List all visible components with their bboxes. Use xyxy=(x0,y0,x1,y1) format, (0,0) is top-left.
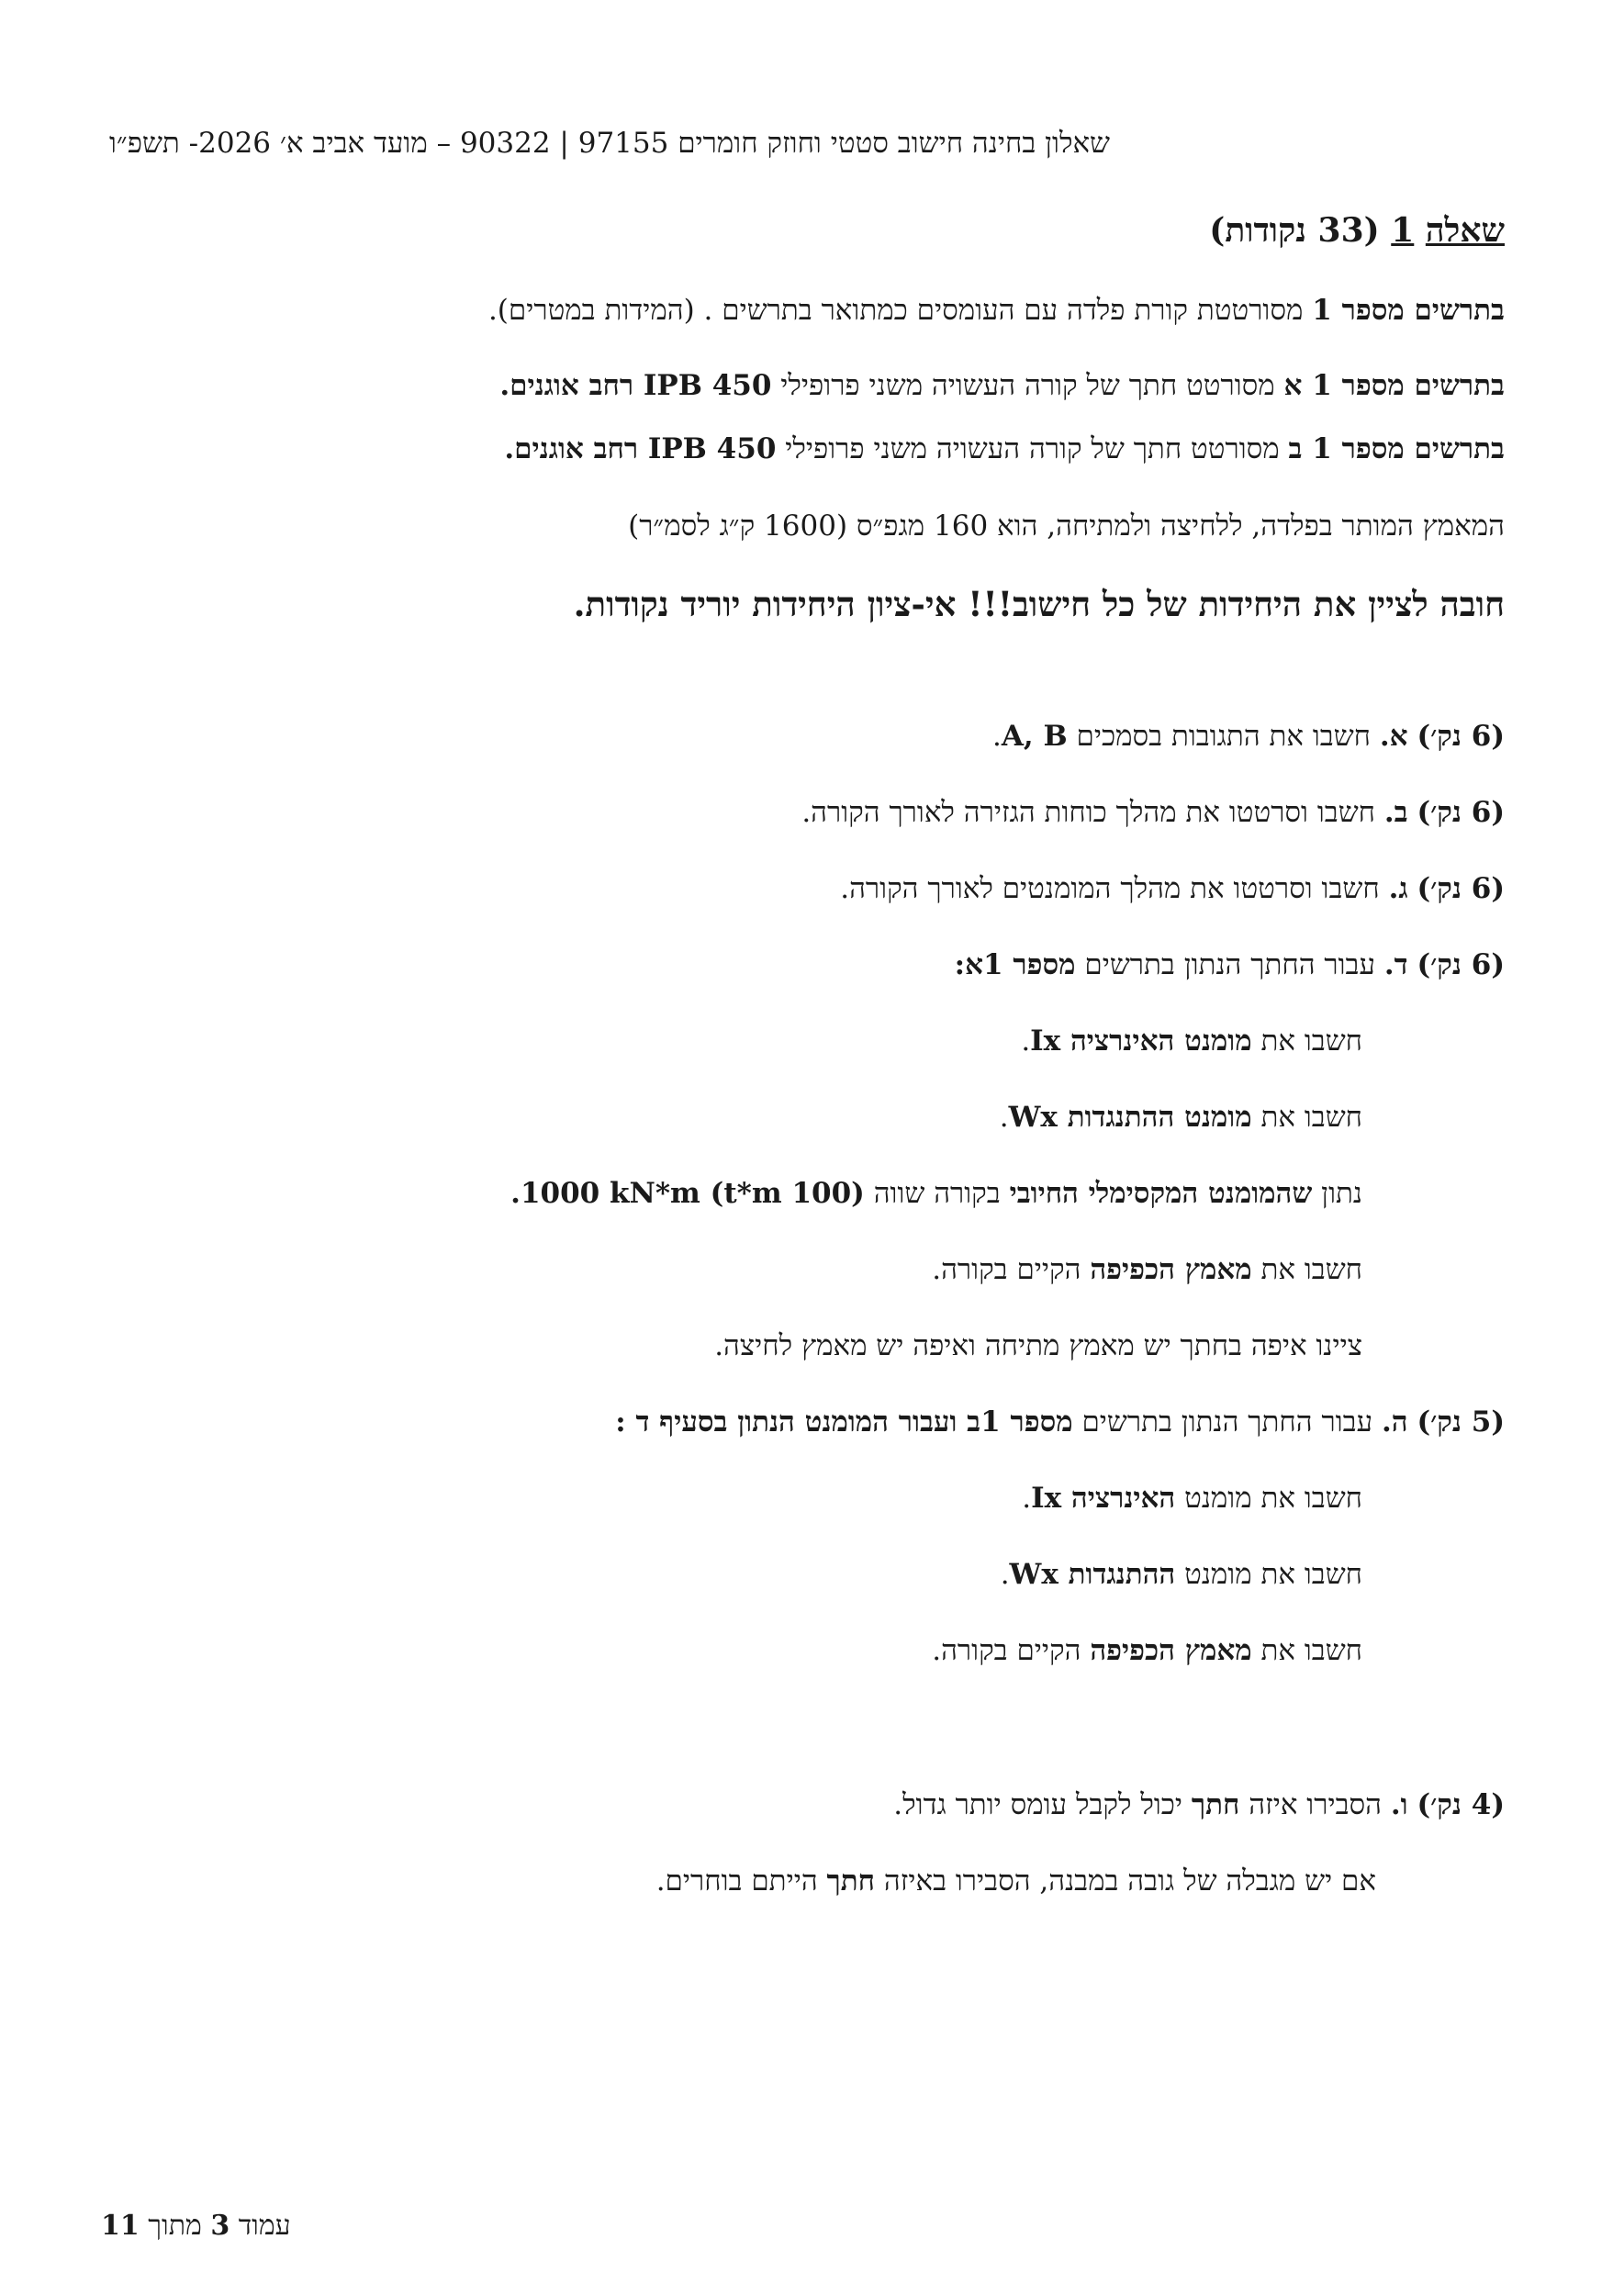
item-a xyxy=(992,720,1505,753)
item-letter: ב. xyxy=(1383,796,1408,829)
sub-bold: מומנט האינרציה Ix xyxy=(1030,1024,1252,1058)
item-f-line-2 xyxy=(656,1864,1376,1898)
item-d xyxy=(955,948,1505,981)
sub-tail: . xyxy=(1000,1558,1010,1591)
intro-bold: בתרשים מספר 1 xyxy=(1312,294,1505,327)
item-d-sub-1 xyxy=(1021,1024,1362,1058)
item-d-sub-3 xyxy=(510,1177,1362,1210)
sub-text: חשבו את xyxy=(1251,1253,1362,1286)
sub-text: אם יש מגבלה של גובה במבנה, הסבירו באיזה xyxy=(875,1864,1376,1898)
item-letter: א. xyxy=(1379,720,1408,753)
sub-tail: הקיים בקורה. xyxy=(932,1634,1091,1667)
item-e-sub-2 xyxy=(1001,1558,1362,1591)
intro-text: מסורטט חתך של קורה העשויה משני פרופילי xyxy=(776,432,1289,465)
intro-text: מסורטטת קורת פלדה עם העומסים כמתואר בתרשים . (המידות במטרים). xyxy=(487,294,1313,327)
footer-total-pages: 11 xyxy=(101,2210,140,2242)
sub-text: חשבו את xyxy=(1251,1024,1362,1058)
footer-text: עמוד xyxy=(230,2210,291,2242)
item-letter: ג. xyxy=(1388,872,1408,905)
item-d-sub-5 xyxy=(714,1329,1362,1362)
sub-tail: . xyxy=(999,1101,1009,1134)
intro-text: המאמץ המותר בפלדה, ללחיצה ולמתיחה, הוא 160 מגפ״ס (1600 ק״ג לסמ״ר) xyxy=(628,509,1505,543)
item-e xyxy=(615,1405,1505,1439)
sub-tail: . xyxy=(1022,1482,1032,1515)
question-points: (33 נקודות) xyxy=(1209,211,1380,250)
item-points: (6 נק׳) xyxy=(1417,872,1505,905)
item-e-sub-1 xyxy=(1022,1482,1362,1515)
item-points: (6 נק׳) xyxy=(1417,720,1505,753)
units-warning: חובה לציין את היחידות של כל חישוב!!! אי-ציון היחידות יוריד נקודות. xyxy=(573,584,1505,624)
item-points: (5 נק׳) xyxy=(1417,1405,1505,1439)
sub-bold: מאמץ הכפיפה xyxy=(1090,1634,1252,1667)
item-bold: חתך xyxy=(1191,1788,1240,1821)
sub-tail: . xyxy=(1021,1024,1031,1058)
sub-tail: בקורה שווה xyxy=(864,1177,1010,1210)
sub-text: חשבו את מומנט xyxy=(1175,1482,1362,1515)
item-text: חשבו וסרטטו את מהלך כוחות הגזירה לאורך הקורה. xyxy=(801,796,1384,829)
item-points: (6 נק׳) xyxy=(1417,796,1505,829)
question-title xyxy=(1209,211,1505,250)
item-points: (4 נק׳) xyxy=(1417,1788,1505,1821)
sub-bold: שהמומנט המקסימלי החיובי xyxy=(1009,1177,1313,1210)
question-number: 1 xyxy=(1391,211,1415,250)
item-d-sub-2 xyxy=(1000,1101,1362,1134)
sub-text: חשבו את מומנט xyxy=(1175,1558,1362,1591)
item-letter: ד. xyxy=(1383,948,1408,981)
page-footer xyxy=(101,2210,291,2242)
sub-text: ציינו איפה בחתך יש מאמץ מתיחה ואיפה יש מאמץ לחיצה. xyxy=(714,1329,1362,1362)
intro-line-2 xyxy=(499,369,1505,402)
sub-tail: הקיים בקורה. xyxy=(932,1253,1091,1286)
item-b xyxy=(801,796,1505,829)
item-text: חשבו את התגובות בסמכים xyxy=(1067,720,1380,753)
sub-bold: מאמץ הכפיפה xyxy=(1090,1253,1252,1286)
item-c xyxy=(840,872,1505,905)
intro-profile: IPB 450 רחב אוגנים. xyxy=(504,432,777,465)
item-e-sub-3 xyxy=(932,1634,1362,1667)
sub-text: חשבו את xyxy=(1251,1101,1362,1134)
sub-bold: חתך xyxy=(826,1864,876,1898)
sub-text: נתון xyxy=(1312,1177,1362,1210)
item-bold: A, B xyxy=(1001,720,1068,753)
item-bold: מספר 1ב ועבור המומנט הנתון בסעיף ד : xyxy=(615,1405,1073,1439)
intro-profile: IPB 450 רחב אוגנים. xyxy=(499,369,772,402)
item-f xyxy=(893,1788,1505,1821)
footer-page-number: 3 xyxy=(210,2210,230,2242)
item-text: עבור החתך הנתון בתרשים xyxy=(1075,948,1384,981)
item-tail: יכול לקבל עומס יותר גדול. xyxy=(893,1788,1192,1821)
sub-bold: ההתנגדות Wx xyxy=(1009,1558,1176,1591)
intro-bold: בתרשים מספר 1 ב xyxy=(1288,432,1505,465)
sub-moment-value: (100 t*m) 1000 kN*m. xyxy=(510,1177,865,1210)
sub-bold: האינרציה Ix xyxy=(1031,1482,1176,1515)
intro-line-4 xyxy=(628,509,1505,543)
item-text: עבור החתך הנתון בתרשים xyxy=(1072,1405,1382,1439)
footer-text: מתוך xyxy=(139,2210,211,2242)
intro-line-1 xyxy=(488,294,1505,327)
intro-bold: בתרשים מספר 1 א xyxy=(1283,369,1505,402)
page-header: שאלון בחינה חישוב סטטי וחוזק חומרים 97155 | 90322 – מועד אביב א׳ 2026- תשפ״ו xyxy=(109,127,1110,160)
item-letter: ו. xyxy=(1390,1788,1408,1821)
sub-text: חשבו את xyxy=(1251,1634,1362,1667)
item-text: הסבירו איזה xyxy=(1239,1788,1391,1821)
sub-tail: הייתם בוחרים. xyxy=(655,1864,827,1898)
item-letter: ה. xyxy=(1381,1405,1408,1439)
intro-line-3 xyxy=(504,432,1505,465)
item-points: (6 נק׳) xyxy=(1417,948,1505,981)
intro-text: מסורטט חתך של קורה העשויה משני פרופילי xyxy=(771,369,1284,402)
item-text: חשבו וסרטטו את מהלך המומנטים לאורך הקורה. xyxy=(840,872,1389,905)
item-d-sub-4 xyxy=(932,1253,1362,1286)
item-tail: . xyxy=(991,720,1002,753)
question-title-prefix: שאלה xyxy=(1425,211,1505,250)
item-bold: מספר 1א: xyxy=(954,948,1076,981)
sub-bold: מומנט ההתנגדות Wx xyxy=(1008,1101,1252,1134)
